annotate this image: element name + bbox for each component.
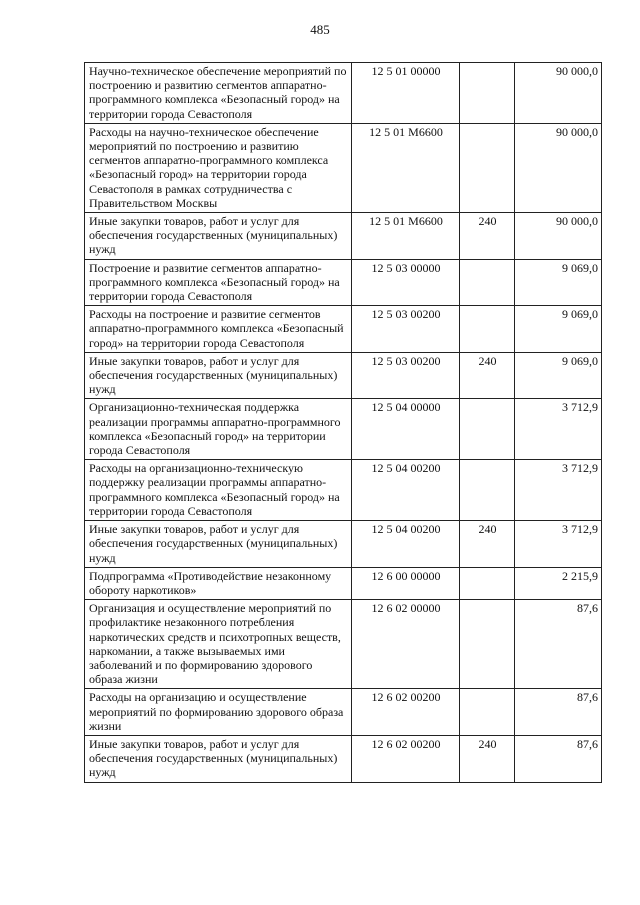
amount-cell: 3 712,9 (515, 399, 602, 460)
expense-type-cell (460, 567, 515, 599)
expense-name-cell: Построение и развитие сегментов аппаратно-программного комплекса «Безопасный город» на территории города Севастополя (85, 259, 352, 306)
expense-name-cell: Иные закупки товаров, работ и услуг для обеспечения государственных (муниципальных) нужд (85, 352, 352, 399)
target-article-code-cell: 12 5 03 00200 (352, 306, 460, 353)
target-article-code-cell: 12 6 02 00000 (352, 600, 460, 689)
expense-type-cell (460, 460, 515, 521)
expense-type-cell: 240 (460, 352, 515, 399)
target-article-code-cell: 12 5 03 00200 (352, 352, 460, 399)
amount-cell: 87,6 (515, 735, 602, 782)
expense-name-cell: Расходы на организационно-техническую поддержку реализации программы аппаратно-программного комплекса «Безопасный город» на территории города Севастополя (85, 460, 352, 521)
expense-name-cell: Расходы на организацию и осуществление мероприятий по формированию здорового образа жизни (85, 689, 352, 736)
table-row (85, 63, 602, 124)
target-article-code-cell: 12 5 04 00000 (352, 399, 460, 460)
table-row (85, 600, 602, 689)
expense-type-cell: 240 (460, 213, 515, 260)
table-row (85, 123, 602, 212)
amount-cell: 9 069,0 (515, 306, 602, 353)
table-row (85, 352, 602, 399)
amount-cell: 2 215,9 (515, 567, 602, 599)
amount-cell: 90 000,0 (515, 63, 602, 124)
expense-name-cell: Подпрограмма «Противодействие незаконному обороту наркотиков» (85, 567, 352, 599)
expense-name-cell: Расходы на научно-техническое обеспечение мероприятий по построению и развитию сегментов аппаратно-программного комплекса «Безопасный город» на территории города Севастополя в рамках сотрудничества с Правительством Москвы (85, 123, 352, 212)
table-row (85, 399, 602, 460)
amount-cell: 9 069,0 (515, 352, 602, 399)
table-row (85, 735, 602, 782)
amount-cell: 90 000,0 (515, 123, 602, 212)
target-article-code-cell: 12 5 04 00200 (352, 460, 460, 521)
expense-type-cell (460, 63, 515, 124)
expense-name-cell: Организация и осуществление мероприятий по профилактике незаконного потребления наркотических средств и психотропных веществ, наркомании, а также вызываемых ими заболеваний и по формированию здорового образа жизни (85, 600, 352, 689)
amount-cell: 90 000,0 (515, 213, 602, 260)
amount-cell: 3 712,9 (515, 460, 602, 521)
expense-name-cell: Иные закупки товаров, работ и услуг для обеспечения государственных (муниципальных) нужд (85, 213, 352, 260)
page-number: 485 (310, 22, 330, 37)
target-article-code-cell: 12 5 01 М6600 (352, 213, 460, 260)
target-article-code-cell: 12 5 01 М6600 (352, 123, 460, 212)
expense-name-cell: Иные закупки товаров, работ и услуг для обеспечения государственных (муниципальных) нужд (85, 735, 352, 782)
target-article-code-cell: 12 6 00 00000 (352, 567, 460, 599)
table-row (85, 521, 602, 568)
expense-type-cell (460, 259, 515, 306)
expense-type-cell (460, 123, 515, 212)
expense-type-cell (460, 689, 515, 736)
expense-name-cell: Организационно-техническая поддержка реализации программы аппаратно-программного комплекса «Безопасный город» на территории города Севастополя (85, 399, 352, 460)
table-row (85, 306, 602, 353)
table-row (85, 259, 602, 306)
table-row (85, 567, 602, 599)
table-row (85, 460, 602, 521)
table-row (85, 213, 602, 260)
budget-table (84, 62, 602, 783)
expense-type-cell: 240 (460, 521, 515, 568)
target-article-code-cell: 12 5 03 00000 (352, 259, 460, 306)
expense-name-cell: Иные закупки товаров, работ и услуг для обеспечения государственных (муниципальных) нужд (85, 521, 352, 568)
target-article-code-cell: 12 6 02 00200 (352, 689, 460, 736)
expense-name-cell: Научно-техническое обеспечение мероприятий по построению и развитию сегментов аппаратно-программного комплекса «Безопасный город» на территории города Севастополя (85, 63, 352, 124)
expense-type-cell (460, 399, 515, 460)
target-article-code-cell: 12 5 04 00200 (352, 521, 460, 568)
target-article-code-cell: 12 5 01 00000 (352, 63, 460, 124)
expense-type-cell (460, 306, 515, 353)
expense-type-cell (460, 600, 515, 689)
amount-cell: 3 712,9 (515, 521, 602, 568)
target-article-code-cell: 12 6 02 00200 (352, 735, 460, 782)
amount-cell: 87,6 (515, 600, 602, 689)
expense-name-cell: Расходы на построение и развитие сегментов аппаратно-программного комплекса «Безопасный город» на территории города Севастополя (85, 306, 352, 353)
table-row (85, 689, 602, 736)
amount-cell: 9 069,0 (515, 259, 602, 306)
budget-table-body (85, 63, 602, 783)
expense-type-cell: 240 (460, 735, 515, 782)
amount-cell: 87,6 (515, 689, 602, 736)
